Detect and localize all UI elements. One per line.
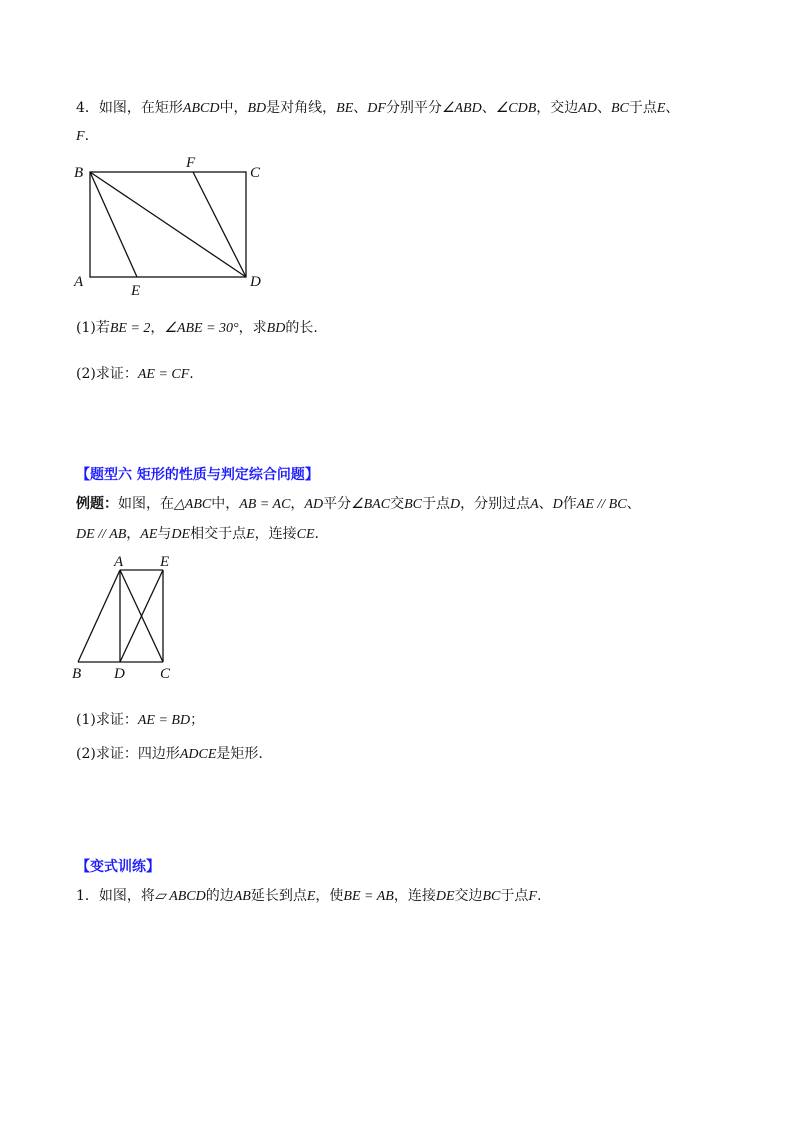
example-statement-line2 [76,524,319,545]
math: ∠BAC [351,497,391,512]
q4-part2 [76,364,194,385]
point-label: A [74,274,84,290]
point-label: F [186,155,196,171]
point-label: A [114,554,124,570]
math: D [449,497,461,512]
text: 、 [596,100,611,116]
variant-q1 [76,886,541,907]
text: 、 [538,496,553,512]
text: 中， [219,100,248,116]
text: ，求 [238,320,267,336]
q4-part1 [76,318,318,339]
text: . [189,366,194,382]
math: E [656,101,666,116]
math: ∠ABD [441,101,482,116]
text: 1．如图，将 [76,888,155,904]
text: 、 [626,496,641,512]
segment-df [193,172,246,277]
text: ，交边 [536,100,579,116]
text: . [536,888,542,904]
point-label: D [250,274,261,290]
math: AB = AC [239,497,291,512]
math: BE = 2 [109,321,151,336]
text: 、 [481,100,496,116]
math: ▱ ABCD [154,889,206,904]
math: ∠CDB [495,101,537,116]
segment-ab [78,570,120,662]
point-label: B [74,165,84,181]
math: BC [482,889,501,904]
example-label: 例题： [76,496,118,512]
text: (2)求证：四边形 [76,746,180,762]
text: 是对角线， [266,100,337,116]
text: 交边 [454,888,483,904]
text: 于点 [628,100,657,116]
math: AE = CF [137,367,190,382]
math: BE [336,101,354,116]
text: ， [290,496,305,512]
point-label: B [72,666,82,682]
text: 与 [157,526,172,542]
text: (1)求证： [76,712,138,728]
text: ，连接 [254,526,297,542]
math: CE [296,527,315,542]
math: DE [435,889,455,904]
example-part2 [76,744,263,765]
text: (1)若 [76,320,110,336]
math: BC [404,497,422,512]
text: 于点 [421,496,450,512]
math: BE = AB [343,889,394,904]
math: ADCE [179,747,217,762]
text: 平分 [323,496,352,512]
text: 是矩形. [216,746,263,762]
math: F [528,889,537,904]
text: 、 [353,100,368,116]
math: AB [233,889,251,904]
text: 中， [211,496,240,512]
math: DF [367,101,386,116]
text: 交 [390,496,405,512]
text: 作 [562,496,577,512]
example-part1 [76,710,204,731]
text: 的边 [205,888,234,904]
text: 相交于点 [190,526,247,542]
text: ； [190,712,205,728]
text: 如图，在 [118,496,174,512]
text: 4．如图，在矩形 [76,100,183,116]
text: ，连接 [393,888,436,904]
example-statement-line1 [76,494,641,515]
math: ABCD [182,101,220,116]
text: 的长. [285,320,318,336]
point-label: C [160,666,171,682]
text: . [84,128,90,144]
point-label: C [250,165,261,181]
math: F [76,129,85,144]
text: ，分别过点 [460,496,531,512]
math: AE = BD [137,713,191,728]
math: BD [266,321,286,336]
text: ， [126,526,141,542]
math: △ABC [174,497,212,512]
point-label: E [160,554,170,570]
math: D [552,497,563,512]
text: (2)求证： [76,366,138,382]
variant-heading: 【变式训练】 [76,859,160,875]
math: BC [610,101,629,116]
math: A [530,497,539,512]
math: DE [171,527,191,542]
text: . [314,526,319,542]
math: DE // AB [76,527,127,542]
text: 延长到点 [250,888,307,904]
math: BD [247,101,267,116]
math: AD [304,497,324,512]
text: ，使 [315,888,344,904]
math: AE [140,527,158,542]
math: AD [578,101,597,116]
text: 于点 [500,888,529,904]
math: E [246,527,255,542]
math: E [306,889,316,904]
point-label: E [131,283,141,299]
text: ， [150,320,165,336]
math: ∠ABE = 30° [164,321,239,336]
point-label: D [114,666,125,682]
section-heading: 【题型六 矩形的性质与判定综合问题】 [76,467,319,483]
math: AE // BC [576,497,627,512]
text: 分别平分 [385,100,442,116]
text: 、 [665,100,680,116]
